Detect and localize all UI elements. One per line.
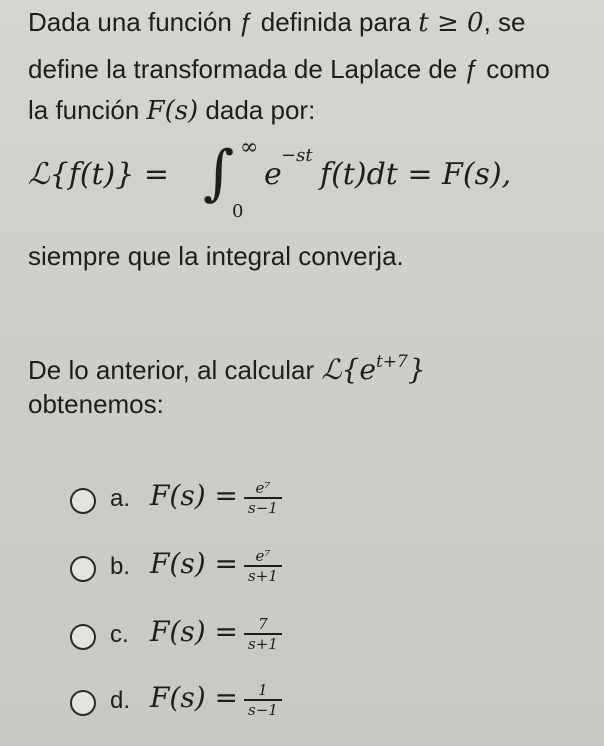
option-b[interactable] [70, 546, 390, 596]
laplace-definition-formula [28, 135, 588, 230]
option-d-formula: F(s) = $\frac{1}{s-1}$ [150, 680, 282, 719]
option-d-fraction: $\frac{1}{s-1}$ [244, 681, 282, 719]
option-c-fraction: $\frac{7}{s+1}$ [244, 615, 282, 653]
option-b-fraction: $\frac{\text{e⁷}}{s+1}$ [244, 547, 282, 585]
option-d[interactable] [70, 680, 390, 730]
integrand-base: e [264, 157, 282, 192]
radio-option-b[interactable] [70, 556, 96, 582]
option-a[interactable] [70, 478, 390, 528]
option-b-letter: b. [110, 553, 131, 580]
formula-lhs: ℒ{f(t)} = [28, 157, 170, 192]
option-a-letter: a. [110, 485, 131, 512]
option-b-formula: F(s) = $\frac{\text{e⁷}}{s+1}$ [150, 546, 282, 585]
intro-math-t: t ≥ 0 [418, 8, 484, 38]
integral-sign: ∫ [203, 138, 235, 208]
question-line-1: De lo anterior, al calcular $ℒ\{e^{t+7}\}$ [28, 352, 426, 386]
radio-option-d[interactable] [70, 690, 96, 716]
intro-line-1: Dada una función ƒ definida para t ≥ 0, se [28, 7, 526, 38]
intro-line-2: define la transformada de Laplace de ƒ como [28, 54, 550, 84]
intro-line-3: la función F(s) dada por: [28, 95, 316, 126]
integrand-exponent: −st [281, 145, 313, 166]
integral-upper-limit: ∞ [240, 135, 259, 160]
option-c-letter: c. [110, 621, 129, 648]
option-c[interactable] [70, 614, 390, 664]
convergence-condition: siempre que la integral converja. [28, 241, 404, 271]
radio-option-c[interactable] [70, 624, 96, 650]
integral-lower-limit: 0 [232, 201, 244, 222]
question-line-2: obtenemos: [28, 389, 164, 419]
integrand-rest: f(t)dt = F(s), [320, 157, 512, 192]
option-a-formula: F(s) = $\frac{\text{e⁷}}{s-1}$ [150, 478, 282, 517]
option-d-letter: d. [110, 687, 131, 714]
option-c-formula: F(s) = $\frac{7}{s+1}$ [150, 614, 282, 653]
question-op: ℒ{ [321, 353, 360, 386]
option-a-fraction: $\frac{\text{e⁷}}{s-1}$ [244, 479, 282, 517]
radio-option-a[interactable] [70, 488, 96, 514]
